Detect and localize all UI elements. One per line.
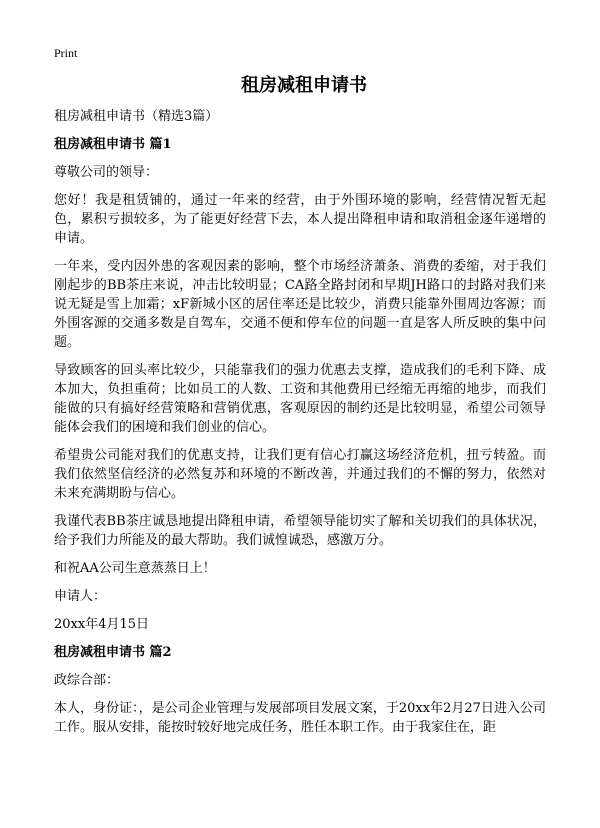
salutation: 尊敬公司的领导： <box>54 165 159 180</box>
paragraph: 一年来，受内因外患的客观因素的影响，整个市场经济萧条、消费的委缩，对于我们刚起步的BB茶庄来说，冲击比较明显；CA路全路封闭和早期JH路口的封路对我们来说无疑是雪上加霜；xF新城小区的居住率还是比较少，消费只能靠外围周边客源；而外围客源的交通多数是自驾车，交通不便和停车位的问题一直是客人所反映的集中问题。 <box>54 259 546 350</box>
salutation: 政综合部： <box>54 673 120 688</box>
document-body <box>54 107 546 737</box>
paragraph: 您好！我是租赁铺的，通过一年来的经营，由于外围环境的影响，经营情况暂无起色，累积亏损较多，为了能更好经营下去，本人提出降租申请和取消租金逐年递增的申请。 <box>54 193 546 246</box>
paragraph: 我谨代表BB茶庄诚恳地提出降租申请，希望领导能切实了解和关切我们的具体状况，给予我们力所能及的最大帮助。我们诚惶诚恐，感激万分。 <box>54 514 546 548</box>
print-link[interactable]: Print <box>54 46 78 60</box>
document-title: 租房减租申请书 <box>241 75 367 96</box>
section-heading: 租房减租申请书 篇2 <box>54 645 172 660</box>
letter-date: 20xx年4月15日 <box>54 617 150 632</box>
section-2 <box>54 643 546 737</box>
section-heading: 租房减租申请书 篇1 <box>54 137 172 152</box>
closing-wish: 和祝AA公司生意蒸蒸日上！ <box>54 561 216 576</box>
section-1 <box>54 135 546 634</box>
document-subtitle: 租房减租申请书（精选3篇） <box>54 109 219 124</box>
paragraph: 希望贵公司能对我们的优惠支持，让我们更有信心打赢这场经济危机，扭亏转盈。而我们依然坚信经济的必然复苏和环境的不断改善，并通过我们的不懈的努力，依然对未来充满期盼与信心。 <box>54 448 546 501</box>
paragraph: 导致顾客的回头率比较少，只能靠我们的强力优惠去支撑，造成我们的毛利下降、成本加大，负担重荷；比如员工的人数、工资和其他费用已经缩无再缩的地步，而我们能做的只有搞好经营策略和营销优惠，客观原因的制约还是比较明显，希望公司领导能体会我们的困境和我们创业的信心。 <box>54 363 546 435</box>
paragraph: 本人，身份证：，是公司企业管理与发展部项目发展文案，于20xx年2月27日进入公司工作。服从安排，能按时较好地完成任务，胜任本职工作。由于我家住在，距 <box>54 701 546 735</box>
signature-label: 申请人： <box>54 589 107 604</box>
